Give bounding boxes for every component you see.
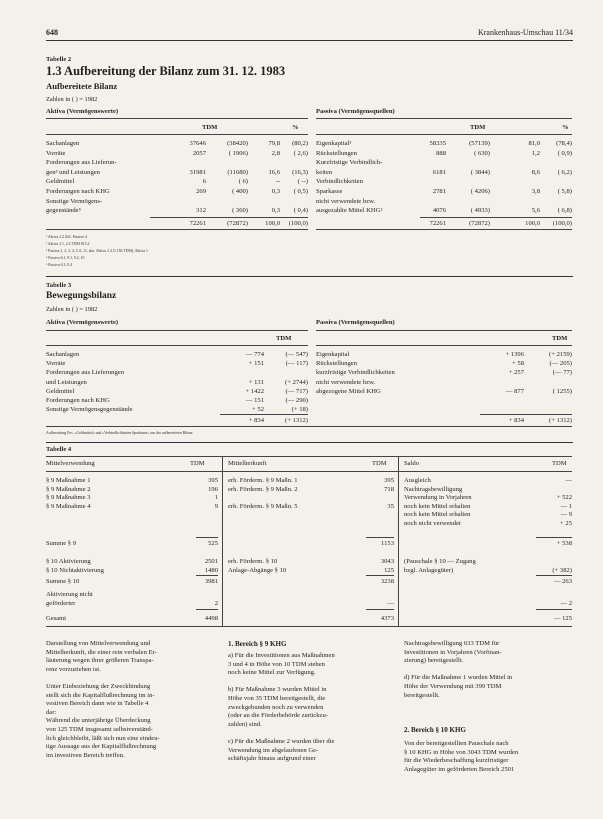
cell: (16,3)	[292, 168, 308, 176]
table2-total-rule	[420, 217, 572, 218]
cell: ( 0,5)	[293, 188, 308, 195]
cell: 4076	[432, 207, 446, 215]
text-line: schäftsjahr hinaus aufgrund einer	[228, 755, 316, 763]
table-row	[46, 368, 308, 377]
cell: 3981	[204, 578, 218, 585]
text-line: bereitgestellt.	[404, 691, 440, 699]
row-label: Forderungen nach KHG	[46, 397, 110, 404]
sum-rule	[366, 609, 394, 610]
cell: — 9	[560, 511, 572, 519]
cell: Anlage-Abgänge § 10	[228, 566, 287, 574]
header-rule	[46, 40, 573, 41]
cell: (— 717)	[285, 387, 308, 395]
cell: (38420)	[227, 140, 248, 147]
sum-rule	[366, 537, 394, 538]
cell: --	[275, 178, 280, 186]
row-label: Eigenkapital	[316, 351, 350, 358]
cell: 5,6	[531, 207, 540, 215]
cell: 37646	[189, 140, 206, 147]
table-row	[46, 168, 308, 177]
cell: Gesamt	[46, 615, 67, 622]
text-line: § 10 KHG in Höhe von 3043 TDM wurden	[404, 748, 519, 756]
text-line: zahlen) sind.	[228, 720, 262, 728]
cell: — 151	[245, 397, 264, 404]
cell: 269	[196, 188, 206, 195]
sum-rule	[196, 537, 218, 538]
table2-passiva-total	[316, 219, 572, 228]
text-line: läuterung wegen ihrer größeren Transpa-	[46, 657, 154, 665]
cell: (57139)	[469, 140, 490, 147]
cell: 9	[214, 502, 218, 510]
cell: (+ 1312)	[285, 417, 308, 424]
row-label: ausgezahlte Mittel KHG²	[316, 207, 383, 215]
cell: 1480	[204, 566, 218, 574]
text-line: Während die unterjährige Überdeckung	[46, 717, 151, 725]
cell: 6	[202, 178, 206, 186]
footnote: ¹ Aktiva 2.2 Ziff. Passiva 4	[46, 235, 87, 239]
table2-tdm-head: TDM	[202, 124, 218, 131]
cell: 2057	[192, 149, 206, 157]
text-line: für die Wiederbeschaffung kurzfristiger	[404, 757, 509, 765]
text-line: renz vorzuziehen ist.	[46, 665, 101, 673]
cell: 3043	[380, 558, 394, 565]
table-row	[46, 614, 572, 623]
cell: — 125	[553, 615, 572, 622]
text-line: c) Für die Maßnahme 2 wurden über die	[228, 738, 335, 745]
section-rule	[46, 442, 573, 443]
row-label: Sparkasse	[316, 188, 343, 195]
cell: erh. Förderm. § 9 Maßn. 2	[228, 485, 298, 493]
cell: + 834	[508, 417, 524, 424]
text-line: 3 und 4 in Höhe von 10 TDM stehen	[228, 660, 325, 668]
cell: erh. Förderm. § 10	[228, 558, 278, 565]
cell: + 58	[512, 360, 524, 368]
cell: 312	[196, 207, 206, 215]
cell: Aktivierung nicht	[46, 591, 93, 598]
text-line: Anlagegüter im geförderten Bereich 2501	[404, 765, 515, 773]
cell: 525	[208, 540, 218, 547]
cell: 58335	[429, 140, 446, 147]
cell: 125	[384, 566, 394, 574]
cell: (— 205)	[549, 360, 572, 368]
cell: 2	[214, 599, 218, 607]
cell: § 9 Maßnahme 3	[46, 494, 91, 502]
table-row	[316, 387, 572, 396]
row-label: Sachanlagen	[46, 140, 80, 147]
table2-rule	[316, 229, 572, 230]
journal-title: Krankenhaus-Umschau 11/34	[477, 28, 573, 37]
cell: 72261	[189, 220, 206, 227]
table3-total-rule	[220, 414, 308, 415]
text-line: Von der bereitgestellten Pauschale nach	[404, 740, 509, 747]
row-label: Forderungen aus Lieferungen	[46, 369, 124, 377]
col3-heading: 2. Bereich § 10 KHG	[404, 726, 466, 734]
cell: ( 360)	[232, 207, 248, 215]
text-line: d) Für die Maßnahme 1 wurden Mittel in	[404, 674, 513, 682]
text-line: Darstellung von Mittelverwendung und	[46, 640, 151, 647]
table2-pct-head: %	[292, 124, 299, 131]
sum-rule	[536, 537, 572, 538]
table3-tdm-head: TDM	[552, 335, 568, 342]
cell: — 263	[553, 578, 572, 585]
table-row	[316, 168, 572, 177]
cell: ( 630)	[474, 149, 490, 157]
table3-aktiva-head: Aktiva (Vermögenswerte)	[46, 319, 119, 326]
cell: (78,4)	[556, 140, 572, 147]
table2-rule	[46, 118, 308, 119]
table4-tdm: TDM	[552, 460, 567, 467]
cell: 2781	[432, 188, 446, 195]
table-row	[316, 350, 572, 359]
table2-total-rule	[150, 217, 308, 218]
table-row	[316, 197, 572, 206]
text-line: a) Für die Investitionen aus Maßnahmen	[228, 652, 335, 659]
table-row	[46, 206, 308, 215]
text-line: im investiven Bereich treffen.	[46, 751, 125, 759]
table2-rule	[46, 229, 308, 230]
footnote: ⁴ Passiva 6.1, 9.1, 9.2, 10	[46, 256, 85, 260]
cell: § 9 Maßnahme 4	[46, 502, 91, 510]
cell: + 1422	[245, 387, 264, 395]
cell: 16,6	[268, 168, 280, 176]
text-line: zweckgebunden noch zu verwenden	[228, 703, 324, 711]
row-label: keiten	[316, 168, 333, 176]
cell: noch kein Mittel erhalten	[404, 502, 471, 510]
row-label: Kurzfristige Verbindlich-	[316, 159, 383, 167]
sum-rule	[536, 609, 572, 610]
cell: — 877	[505, 387, 524, 395]
table-row	[46, 405, 308, 414]
table-row	[46, 387, 308, 396]
cell: Summe § 10	[46, 578, 80, 585]
table-row	[46, 566, 572, 575]
table-row	[46, 187, 308, 196]
table2-label: Tabelle 2	[46, 56, 72, 63]
cell: 8,6	[531, 168, 540, 176]
table2-rule	[46, 134, 308, 135]
table2-aktiva-head: Aktiva (Vermögenswerte)	[46, 108, 119, 115]
text-line: tige Aussage aus der Kapitalflußrechnung	[46, 743, 157, 751]
cell: 81,0	[528, 140, 540, 147]
cell: 0,3	[271, 188, 280, 195]
table4-col3: Saldo	[404, 460, 420, 467]
cell: 1,2	[531, 149, 540, 157]
cell: 72261	[429, 220, 446, 227]
cell: (80,2)	[292, 140, 308, 147]
table-row	[316, 368, 572, 377]
text-line: Unter Einbeziehung der Zweckbindung	[46, 683, 151, 690]
text-line: Höhe der Verwendung mit 399 TDM	[404, 683, 502, 690]
table2-rule	[316, 134, 572, 135]
text-line: dar:	[46, 708, 57, 716]
table-row	[46, 177, 308, 186]
cell: —	[387, 599, 394, 607]
table3-total-rule	[480, 414, 572, 415]
cell: ( 6)	[238, 178, 248, 186]
sum-rule	[196, 575, 218, 576]
cell: 3238	[380, 578, 394, 585]
cell: 35	[387, 502, 394, 510]
table3-rule	[316, 345, 572, 346]
cell: 196	[208, 485, 218, 493]
row-label: gegenstände⁵	[46, 207, 81, 215]
cell: 6181	[432, 168, 446, 176]
cell: + 538	[556, 540, 572, 547]
table2-rule	[316, 118, 572, 119]
table-row	[46, 396, 308, 405]
table4-tdm: TDM	[190, 460, 205, 467]
row-label: Sonstige Vermögens-	[46, 197, 103, 205]
table3-rule	[46, 345, 308, 346]
cell: 31981	[189, 168, 206, 176]
cell: § 9 Maßnahme 1	[46, 477, 91, 484]
footnote: ² Aktiva 2.1, 2.4 TDM 813.2	[46, 242, 90, 246]
table-row	[316, 177, 572, 186]
cell: (+ 2744)	[285, 378, 308, 386]
cell: (+ 18)	[291, 406, 308, 414]
cell: + 25	[560, 520, 572, 527]
cell: ( 6,2)	[557, 168, 572, 176]
table-row	[46, 139, 308, 148]
row-label: Geldmittel	[46, 387, 75, 395]
cell: + 131	[248, 378, 264, 386]
table3-tdm-head: TDM	[276, 335, 292, 342]
text-line: lich gleichbleibt, läßt sich nun eine eindeu-	[46, 734, 160, 742]
cell: + 52	[252, 406, 264, 414]
cell: + 1396	[505, 351, 524, 358]
text-line: noch keine Mittel zur Verfügung.	[228, 669, 316, 677]
table3-rule	[46, 426, 572, 427]
cell: (Pauschale § 10 — Zugang	[404, 558, 476, 565]
cell: 100,0	[265, 220, 280, 227]
table4-tdm: TDM	[372, 460, 387, 467]
cell: 1	[214, 494, 218, 502]
row-label: Sonstige Vermögensgegenstände	[46, 406, 133, 414]
table2-passiva-head: Passiva (Vermögensquellen)	[316, 108, 395, 115]
table4-col2: Mittelherkunft	[228, 460, 267, 467]
table4-rule	[46, 471, 572, 472]
table3-rule	[316, 330, 572, 331]
cell: (100,0)	[552, 220, 572, 227]
cell: + 151	[248, 360, 264, 368]
cell: ( 2,6)	[293, 149, 308, 157]
cell: ( 3844)	[470, 168, 490, 176]
cell: erh. Förderm. § 9 Maßn. 1	[228, 477, 298, 484]
cell: 0,3	[271, 207, 280, 215]
cell: 3,8	[531, 188, 540, 195]
cell: erh. Förderm. § 9 Maßn. 5	[228, 502, 298, 510]
row-label: kurzfristige Verbindlichkeiten	[316, 369, 395, 377]
cell: ( 6,8)	[557, 207, 572, 215]
table3-aktiva-total	[46, 416, 308, 425]
table3-passiva-head: Passiva (Vermögensquellen)	[316, 319, 395, 326]
table2-footnotes	[46, 234, 148, 269]
cell: ( 1906)	[228, 149, 248, 157]
cell: 1153	[381, 540, 394, 547]
cell: noch kein Mittel erhalten	[404, 511, 471, 519]
row-label: gen³ und Leistungen	[46, 168, 100, 176]
row-label: abgezogene Mittel KHG	[316, 387, 381, 395]
table-row	[46, 197, 308, 206]
table-row	[316, 378, 572, 387]
cell: (— 77)	[552, 369, 572, 377]
row-label: Eigenkapital¹	[316, 140, 352, 147]
table2-subtitle: Aufbereitete Bilanz	[46, 81, 118, 91]
table2-title: 1.3 Aufbereitung der Bilanz zum 31. 12. 1983	[46, 64, 286, 78]
cell: 2501	[204, 558, 218, 565]
table-row	[46, 378, 308, 387]
text-line: Mittelherkunft, die einer rein verbalen Er-	[46, 648, 157, 656]
sum-rule	[196, 609, 218, 610]
row-label: Vorräte	[46, 360, 66, 368]
cell: geförderter	[46, 599, 76, 607]
cell: Ausgleich	[404, 477, 431, 484]
cell: (+ 382)	[552, 566, 572, 574]
table3-rule	[46, 330, 308, 331]
cell: (72872)	[227, 220, 248, 227]
cell: ( 0,9)	[557, 149, 572, 157]
text-line: vestiven Bereich dann wie in Tabelle 4	[46, 700, 149, 708]
footnote: ⁵ Passiva 6.3, 9.4	[46, 263, 73, 267]
cell: — 1	[560, 502, 572, 510]
cell: ( 400)	[232, 188, 248, 195]
page-number: 648	[46, 28, 58, 37]
cell: bzgl. Anlagegüter)	[404, 566, 454, 574]
table-row	[46, 158, 308, 167]
table3-label: Tabelle 3	[46, 282, 72, 289]
cell: 4498	[204, 615, 218, 622]
text-line: von 125 TDM insgesamt selbstverständ-	[46, 726, 153, 733]
row-label: Vorräte	[46, 149, 66, 157]
cell: — 774	[245, 351, 264, 358]
table2-tdm-head: TDM	[470, 124, 486, 131]
cell: § 9 Maßnahme 2	[46, 485, 91, 493]
text-line: (oder an die Förderbehörde zurückzu-	[228, 712, 328, 720]
table4-rule	[46, 626, 572, 627]
cell: ( 5,8)	[557, 188, 572, 195]
table4-label: Tabelle 4	[46, 446, 72, 453]
table-row	[316, 139, 572, 148]
cell: 100,0	[525, 220, 540, 227]
row-label: Forderungen aus Lieferun-	[46, 159, 117, 167]
table3-note: Zahlen in ( ) = 1982	[46, 306, 98, 313]
cell: Summe § 9	[46, 540, 77, 547]
cell: + 834	[248, 417, 264, 424]
cell: — 2	[560, 599, 572, 607]
text-line: Höhe von 35 TDM bereitgestellt, die	[228, 695, 326, 702]
row-label: nicht verwendete bzw.	[316, 197, 376, 205]
cell: 4373	[380, 615, 394, 622]
cell: (100,0)	[288, 220, 308, 227]
cell: 2,8	[271, 149, 280, 157]
cell: ( 4933)	[470, 207, 490, 215]
cell: (+ 1312)	[549, 417, 572, 424]
footnote: ³ Passiva 1, 2, 3, 4, 5, 6, 11, abz. Aktiva 2.4 (1.184 TDM), Aktiva 1	[46, 249, 148, 253]
row-label: Rückstellungen	[316, 360, 358, 368]
table3-footnote: Aufbereitung Pos. »Geldmittel« und »Verbindlichkeiten Sparkasse« aus der aufbereiteten Bilanz	[46, 431, 193, 435]
section-rule	[46, 276, 573, 277]
cell: (— 117)	[285, 360, 308, 368]
cell: (— 290)	[285, 397, 308, 404]
text-line: stellt sich die Kapitalflußrechnung im in-	[46, 691, 155, 699]
cell: § 10 Nichtaktivierung	[46, 566, 104, 574]
table-row	[316, 206, 572, 215]
text-line: zierung) bereitgestellt.	[404, 657, 464, 665]
cell: 395	[208, 477, 218, 484]
sum-rule	[366, 575, 394, 576]
table4-col1: Mittelverwendung	[46, 460, 95, 467]
row-label: Geldmittel	[46, 178, 75, 186]
table3-title: Bewegungsbilanz	[46, 291, 117, 301]
cell: + 522	[556, 494, 572, 502]
row-label: und Leistungen	[46, 378, 87, 386]
cell: (11680)	[227, 168, 248, 176]
table-row	[46, 519, 572, 528]
cell: ( --)	[297, 178, 308, 186]
cell: ( 1255)	[552, 387, 572, 395]
cell: 395	[384, 477, 394, 484]
table2-pct-head: %	[562, 124, 569, 131]
text-line: Verwendung im abgelaufenen Ge-	[228, 746, 319, 754]
cell: ( 0,4)	[293, 207, 308, 215]
table-row	[316, 359, 572, 368]
text-line: b) Für Maßnahme 3 wurden Mittel in	[228, 686, 327, 694]
table2-note: Zahlen in ( ) = 1982	[46, 96, 98, 103]
cell: Verwendung in Vorjahren	[404, 494, 472, 502]
table-row	[46, 359, 308, 368]
cell: § 10 Aktivierung	[46, 558, 91, 565]
cell: noch nicht verwendet	[404, 520, 461, 527]
table2-aktiva-total	[46, 219, 308, 228]
table-row	[46, 350, 308, 359]
table-row	[46, 599, 572, 608]
row-label: Rückstellungen	[316, 149, 358, 157]
cell: 888	[436, 149, 446, 157]
text-line: Nachtragsbewilligung 633 TDM für	[404, 640, 500, 647]
table-row	[316, 149, 572, 158]
row-label: Forderungen nach KHG	[46, 188, 110, 195]
row-label: Verbindlichkeiten	[316, 178, 363, 186]
cell: ( 4206)	[470, 188, 490, 195]
table-row	[316, 158, 572, 167]
table3-passiva-total	[316, 416, 572, 425]
table4-rule	[46, 456, 572, 457]
cell: (— 547)	[285, 351, 308, 358]
cell: —	[565, 477, 572, 484]
col2-heading: 1. Bereich § 9 KHG	[228, 640, 287, 648]
sum-rule	[536, 575, 572, 576]
cell: (+ 2159)	[549, 351, 572, 358]
row-label: nicht verwendete bzw.	[316, 378, 376, 386]
table-row	[46, 149, 308, 158]
table-row	[316, 187, 572, 196]
text-line: Investitionen in Vorjahren (Vorfinan-	[404, 648, 502, 656]
cell: Nachtragsbewilligung	[404, 485, 463, 493]
cell: 718	[384, 485, 394, 493]
cell: + 257	[508, 369, 524, 377]
row-label: Sachanlagen	[46, 351, 80, 358]
table-row	[46, 539, 572, 548]
table-row	[46, 577, 572, 586]
cell: (72872)	[469, 220, 490, 227]
cell: 79,8	[268, 140, 280, 147]
